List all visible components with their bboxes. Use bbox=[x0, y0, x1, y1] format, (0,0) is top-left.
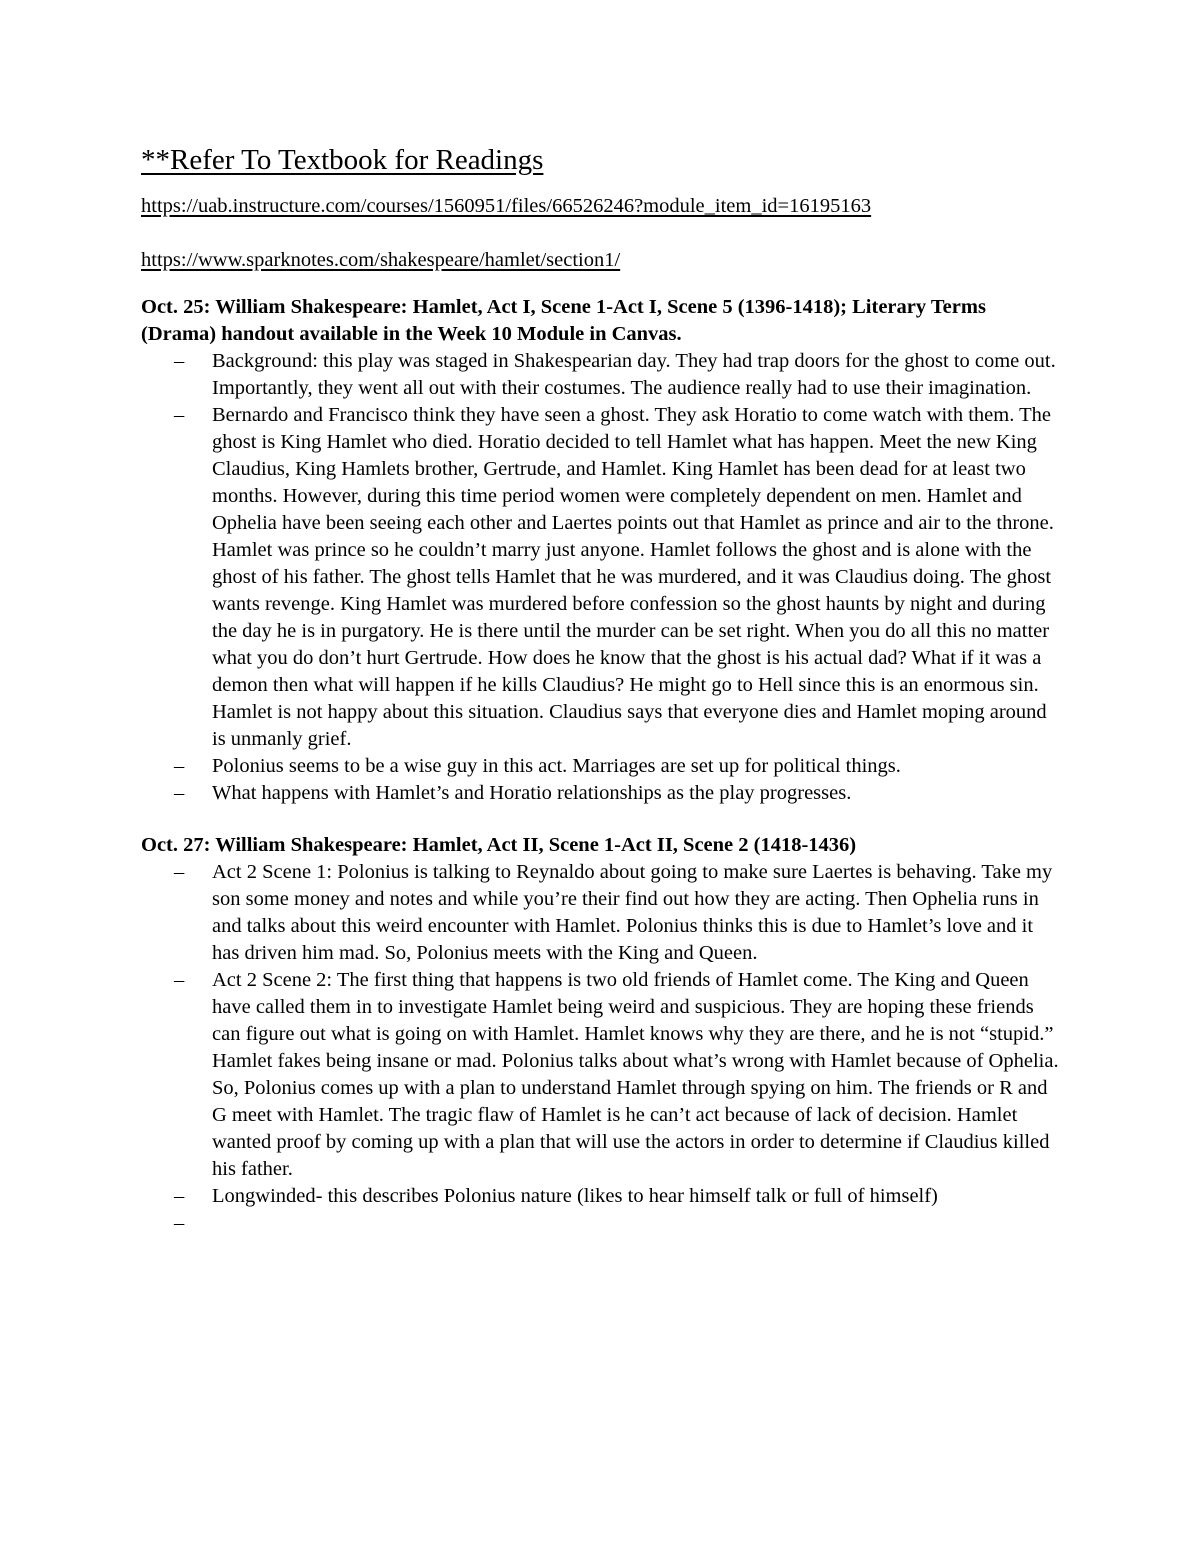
list-item-text: What happens with Hamlet’s and Horatio relationships as the play progresses. bbox=[212, 782, 852, 804]
dash-bullet-icon: – bbox=[174, 1185, 185, 1207]
section-oct-27 bbox=[141, 832, 1061, 1237]
dash-bullet-icon: – bbox=[174, 1212, 185, 1234]
section-heading: Oct. 27: William Shakespeare: Hamlet, Act II, Scene 1-Act II, Scene 2 (1418-1436) bbox=[141, 834, 857, 856]
list-item bbox=[141, 402, 1061, 753]
dash-bullet-icon: – bbox=[174, 969, 185, 991]
dash-bullet-icon: – bbox=[174, 861, 185, 883]
section-heading: Oct. 25: William Shakespeare: Hamlet, Act I, Scene 1-Act I, Scene 5 (1396-1418); Literary Terms (Drama) handout available in the Week 10 Module in Canvas. bbox=[141, 296, 986, 345]
list-item bbox=[141, 1210, 1061, 1237]
list-item-text: Act 2 Scene 1: Polonius is talking to Reynaldo about going to make sure Laertes is behaving. Take my son some money and notes and while you’re their find out how they are acting. Then Ophelia runs in and talks about this weird encounter with Hamlet. Polonius thinks this is due to Hamlet’s love and it has driven him mad. So, Polonius meets with the King and Queen. bbox=[212, 861, 1053, 964]
list-item bbox=[141, 753, 1061, 780]
list-item bbox=[141, 1183, 1061, 1210]
sparknotes-link[interactable]: https://www.sparknotes.com/shakespeare/hamlet/section1/ bbox=[141, 249, 621, 271]
document-page bbox=[141, 140, 1061, 1262]
dash-bullet-icon: – bbox=[174, 755, 185, 777]
section-oct-25 bbox=[141, 294, 1061, 807]
dash-bullet-icon: – bbox=[174, 404, 185, 426]
list-item-text: Background: this play was staged in Shakespearian day. They had trap doors for the ghost to come out. Importantly, they went all out with their costumes. The audience really had to use their imagination. bbox=[212, 350, 1056, 399]
dash-bullet-icon: – bbox=[174, 782, 185, 804]
notes-list bbox=[141, 348, 1061, 807]
page-title: **Refer To Textbook for Readings bbox=[141, 144, 544, 176]
notes-list bbox=[141, 859, 1061, 1237]
list-item-text: Longwinded- this describes Polonius nature (likes to hear himself talk or full of himself) bbox=[212, 1185, 938, 1207]
list-item bbox=[141, 967, 1061, 1183]
list-item bbox=[141, 348, 1061, 402]
list-item bbox=[141, 780, 1061, 807]
list-item-text: Bernardo and Francisco think they have seen a ghost. They ask Horatio to come watch with them. The ghost is King Hamlet who died. Horatio decided to tell Hamlet what has happen. Meet the new King Claudius, King Hamlets brother, Gertrude, and Hamlet. King Hamlet has been dead for at least two months. However, during this time period women were completely dependent on men. Hamlet and Ophelia have been seeing each other and Laertes points out that Hamlet as prince and air to the throne. Hamlet was prince so he couldn’t marry just anyone. Hamlet follows the ghost and is alone with the ghost of his father. The ghost tells Hamlet that he was murdered, and it was Claudius doing. The ghost wants revenge. King Hamlet was murdered before confession so the ghost haunts by night and during the day he is in purgatory. He is there until the murder can be set right. When you do all this no matter what you do don’t hurt Gertrude. How does he know that the ghost is his actual dad? What if it was a demon then what will happen if he kills Claudius? He might go to Hell since this is an enormous sin. Hamlet is not happy about this situation. Claudius says that everyone dies and Hamlet moping around is unmanly grief. bbox=[212, 404, 1054, 750]
canvas-link[interactable]: https://uab.instructure.com/courses/1560951/files/66526246?module_item_id=16195163 bbox=[141, 195, 872, 217]
dash-bullet-icon: – bbox=[174, 350, 185, 372]
list-item bbox=[141, 859, 1061, 967]
list-item-text: Polonius seems to be a wise guy in this act. Marriages are set up for political things. bbox=[212, 755, 901, 777]
list-item-text: Act 2 Scene 2: The first thing that happens is two old friends of Hamlet come. The King and Queen have called them in to investigate Hamlet being weird and suspicious. They are hoping these friends can figure out what is going on with Hamlet. Hamlet knows why they are there, and he is not “stupid.” Hamlet fakes being insane or mad. Polonius talks about what’s wrong with Hamlet because of Ophelia. So, Polonius comes up with a plan to understand Hamlet through spying on him. The friends or R and G meet with Hamlet. The tragic flaw of Hamlet is he can’t act because of lack of decision. Hamlet wanted proof by coming up with a plan that will use the actors in order to determine if Claudius killed his father. bbox=[212, 969, 1059, 1180]
